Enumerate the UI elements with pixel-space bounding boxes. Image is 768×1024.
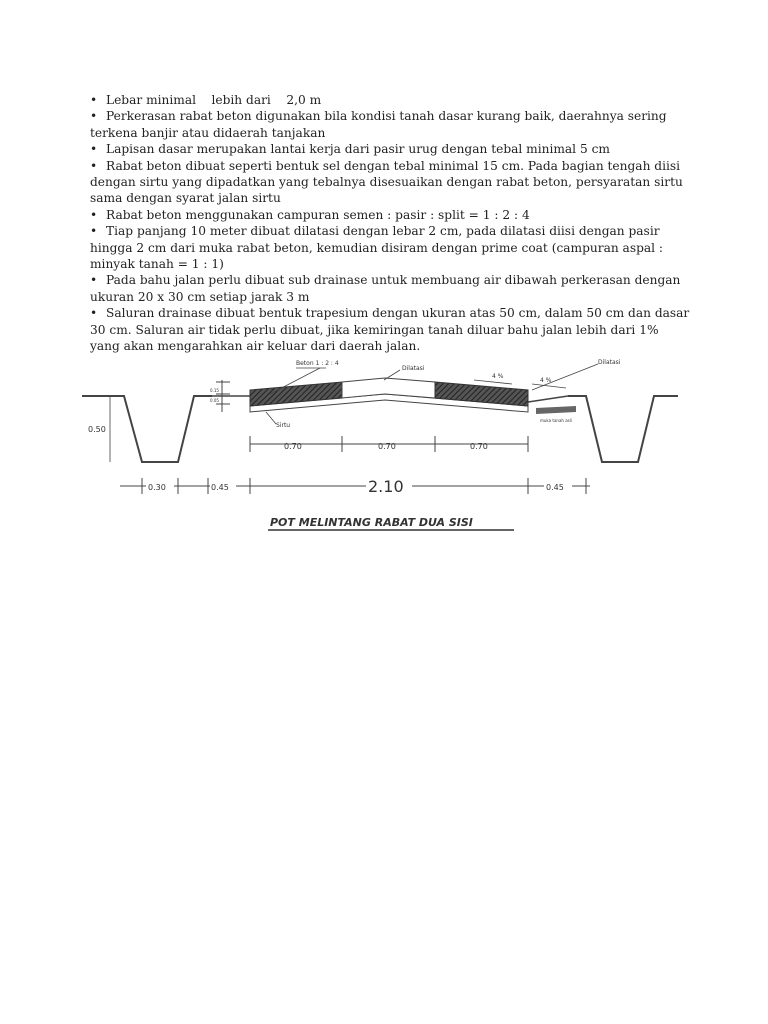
ground-label: muka tanah asli [540,418,572,423]
dilatasi-right-label: Dilatasi [598,359,621,366]
depth-label: 0.50 [88,425,106,434]
bullet-item [90,223,690,272]
thickness-label: 0.05 [210,398,219,403]
segment-label: 0.70 [284,442,302,451]
bullet-marker: • [90,142,98,157]
segment-label: 0.70 [378,442,396,451]
sirtu-leader [266,412,276,424]
bullet-item [90,158,690,207]
beton-label: Beton 1 : 2 : 4 [296,360,339,367]
bullet-marker: • [90,224,98,239]
dilatasi-label: Dilatasi [402,365,425,372]
ground-line [528,396,568,402]
bullet-text: Lebar minimal lebih dari 2,0 m [106,93,322,107]
bullet-marker: • [90,306,98,321]
bottom-width-label: 0.30 [148,483,166,492]
cross-section-diagram [80,350,700,540]
thickness-label: 0.15 [210,388,219,393]
slope-label: 4 % [492,373,504,380]
bullet-text: Tiap panjang 10 meter dibuat dilatasi dengan lebar 2 cm, pada dilatasi diisi dengan pasir hingga 2 cm dari muka rabat beton, kemudian disiram dengan prime coat (campuran aspal : minyak tanah = 1 : 1) [90,224,664,272]
slope-arrow [474,380,512,384]
diagram-caption: POT MELINTANG RABAT DUA SISI [270,516,473,529]
shoulder-label: 0.45 [546,483,564,492]
bullet-text: Saluran drainase dibuat bentuk trapesium dengan ukuran atas 50 cm, dalam 50 cm dan dasar 30 cm. Saluran air tidak perlu dibuat, jika kemiringan tanah diluar bahu jalan lebih dari 1% yang akan mengarahkan air keluar dari daerah jalan. [90,306,690,354]
bullet-item [90,141,690,157]
segment-label: 0.70 [470,442,488,451]
bullet-text: Pada bahu jalan perlu dibuat sub drainase untuk membuang air dibawah perkerasan dengan ukuran 20 x 30 cm setiap jarak 3 m [90,273,681,304]
bullet-text: Rabat beton dibuat seperti bentuk sel dengan tebal minimal 15 cm. Pada bagian tengah diisi dengan sirtu yang dipadatkan yang tebalnya disesuaikan dengan rabat beton, persyaratan sirtu sama dengan syarat jalan sirtu [90,158,683,206]
shoulder-label: 0.45 [211,483,229,492]
slope-label: 4 % [540,377,552,384]
slope-arrow [532,384,566,388]
bullet-text: Perkerasan rabat beton digunakan bila kondisi tanah dasar kurang baik, daerahnya sering terkena banjir atau didaerah tanjakan [90,109,667,140]
text-block [90,92,690,355]
bullet-item [90,108,690,141]
total-width-label: 2.10 [368,477,404,496]
bullet-marker: • [90,158,98,173]
bullet-item [90,92,690,108]
bullet-marker: • [90,207,98,222]
bullet-item [90,272,690,305]
bullet-item [90,305,690,354]
bullet-marker: • [90,93,98,107]
bullet-marker: • [90,273,98,288]
bullet-marker: • [90,109,98,124]
right-ditch-outline [568,396,678,462]
bullet-text: Rabat beton menggunakan campuran semen : pasir : split = 1 : 2 : 4 [106,207,530,222]
bullet-item [90,207,690,223]
sirtu-label: Sirtu [276,422,291,429]
bullet-text: Lapisan dasar merupakan lantai kerja dari pasir urug dengan tebal minimal 5 cm [106,142,610,157]
ground-pattern [536,406,576,414]
